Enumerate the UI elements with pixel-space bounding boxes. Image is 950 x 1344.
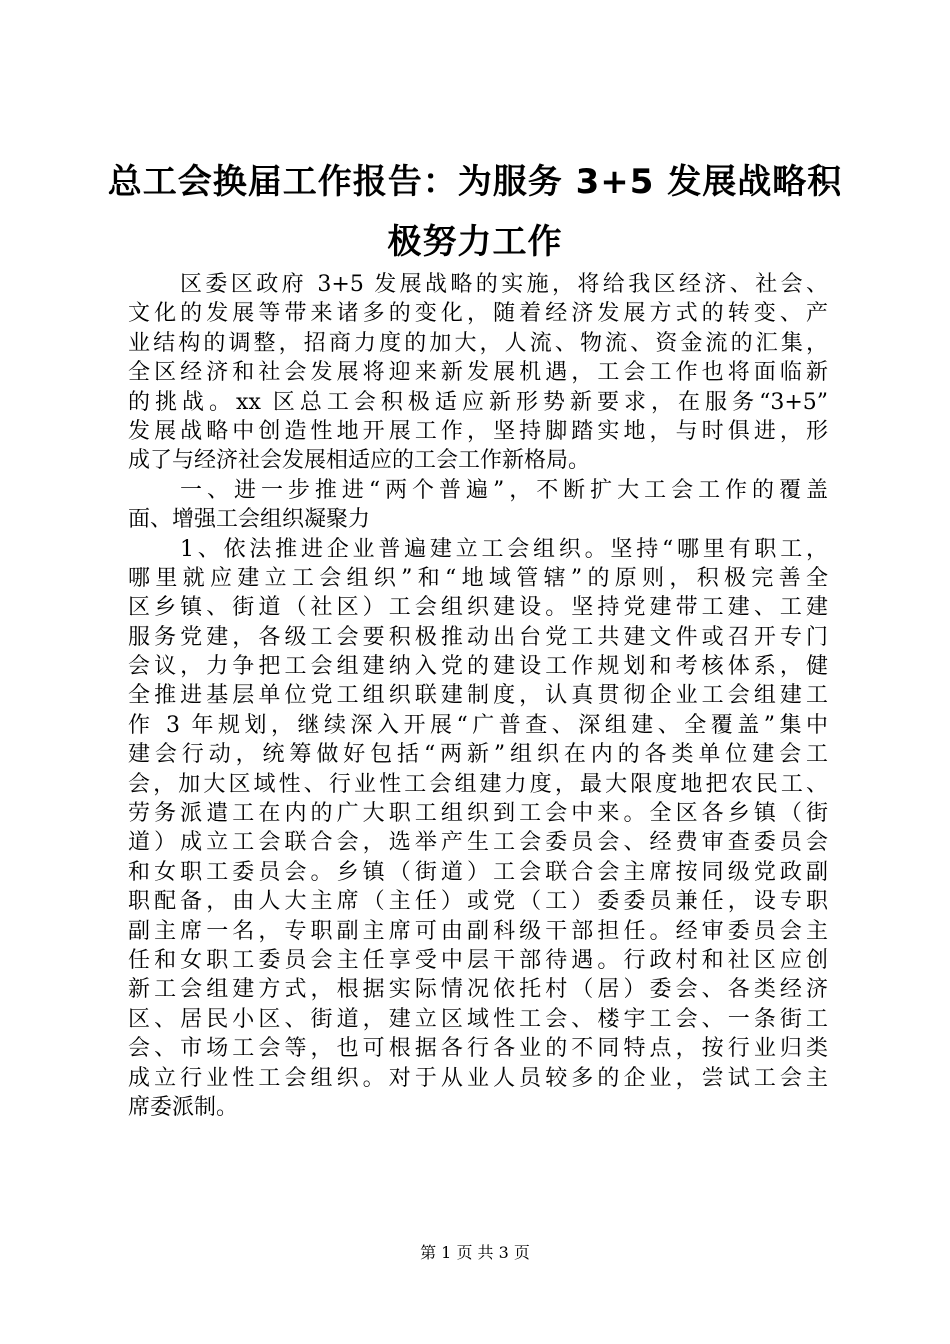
text-line: 会，加大区域性、行业性工会组建力度，最大限度地把农民工、 <box>128 771 828 797</box>
text-line: 服务党建，各级工会要积极推动出台党工共建文件或召开专门 <box>128 624 828 650</box>
text-line: 发展战略中创造性地开展工作，坚持脚踏实地，与时俱进，形 <box>128 418 828 444</box>
text-line: 区、居民小区、街道，建立区域性工会、楼宇工会、一条街工 <box>128 1006 828 1032</box>
text-line: 道）成立工会联合会，选举产生工会委员会、经费审查委员会 <box>128 830 828 856</box>
text-line: 文化的发展等带来诸多的变化，随着经济发展方式的转变、产 <box>128 301 828 327</box>
text-line: 会、市场工会等，也可根据各行各业的不同特点，按行业归类 <box>128 1036 828 1062</box>
paragraph-section-heading <box>128 476 828 535</box>
text-line: 作 3 年规划，继续深入开展“广普查、深组建、全覆盖”集中 <box>128 712 828 738</box>
text-line: 副主席一名，专职副主席可由副科级干部担任。经审委员会主 <box>128 918 828 944</box>
text-line: 面、增强工会组织凝聚力 <box>128 507 371 533</box>
text-line: 1、依法推进企业普遍建立工会组织。坚持“哪里有职工， <box>180 536 828 562</box>
text-line: 的挑战。xx 区总工会积极适应新形势新要求，在服务“3+5” <box>128 389 828 415</box>
text-line: 业结构的调整，招商力度的加大，人流、物流、资金流的汇集， <box>128 330 828 356</box>
document-body <box>128 270 828 1122</box>
paragraph-item-1 <box>128 535 828 1123</box>
text-line: 成了与经济社会发展相适应的工会工作新格局。 <box>128 448 591 474</box>
text-line: 全推进基层单位党工组织联建制度，认真贯彻企业工会组建工 <box>128 683 828 709</box>
text-line: 劳务派遣工在内的广大职工组织到工会中来。全区各乡镇（街 <box>128 801 828 827</box>
document-title-line-2: 极努力工作 <box>387 222 563 262</box>
text-line: 职配备，由人大主席（主任）或党（工）委委员兼任，设专职 <box>128 889 828 915</box>
text-line: 全区经济和社会发展将迎来新发展机遇，工会工作也将面临新 <box>128 360 828 386</box>
text-line: 任和女职工委员会主任享受中层干部待遇。行政村和社区应创 <box>128 947 828 973</box>
text-line: 建会行动，统筹做好包括“两新”组织在内的各类单位建会工 <box>128 742 828 768</box>
paragraph-intro <box>128 270 828 476</box>
text-line: 和女职工委员会。乡镇（街道）工会联合会主席按同级党政副 <box>128 859 828 885</box>
text-line: 席委派制。 <box>128 1094 239 1120</box>
text-line: 一、进一步推进“两个普遍”，不断扩大工会工作的覆盖 <box>180 477 828 503</box>
text-line: 哪里就应建立工会组织”和“地域管辖”的原则，积极完善全 <box>128 565 828 591</box>
text-line: 区委区政府 3+5 发展战略的实施，将给我区经济、社会、 <box>180 272 828 297</box>
text-line: 区乡镇、街道（社区）工会组织建设。坚持党建带工建、工建 <box>128 595 828 621</box>
text-line: 会议，力争把工会组建纳入党的建设工作规划和考核体系，健 <box>128 654 828 680</box>
text-line: 成立行业性工会组织。对于从业人员较多的企业，尝试工会主 <box>128 1065 828 1091</box>
page-footer: 第 1 页 共 3 页 <box>420 1243 530 1262</box>
text-line: 新工会组建方式，根据实际情况依托村（居）委会、各类经济 <box>128 977 828 1003</box>
document-title-line-1: 总工会换届工作报告：为服务 3+5 发展战略积 <box>107 162 843 202</box>
